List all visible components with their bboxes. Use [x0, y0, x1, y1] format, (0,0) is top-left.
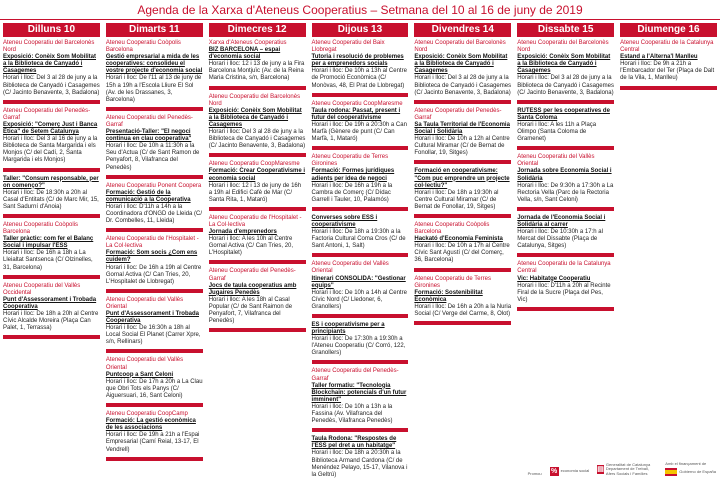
event-divider	[3, 335, 100, 339]
event-divider	[312, 428, 409, 432]
event-organizer: Ateneu Cooperatiu del Penedès-Garraf	[414, 107, 502, 121]
event-item[interactable]	[414, 222, 511, 265]
event-info: Horari i lloc: De 16h a 19h a la Cambra de Comerç (C/ Dídac Garrell i Tauler, 10, Palamós)	[311, 182, 393, 203]
event-info: Horari i lloc: 12 i 13 de juny de 16h a 19h al Edifici Cafè de Mar (C/ Santa Rita, 1, Mataró)	[208, 182, 302, 203]
event-item[interactable]	[106, 236, 203, 286]
event-title[interactable]: Vic: Habitatge Cooperatiu	[517, 275, 591, 282]
event-title[interactable]: Taula rodona: Passat, present i futur del cooperativisme	[311, 107, 401, 121]
event-title[interactable]: Taller formatiu: "Tecnologia Blockchain: potencials d'un futur imminent"	[311, 382, 407, 403]
event-info: Horari i lloc: De 17h a 20h a La Clau que Obri Tots els Panys (C/ Aiguersuari, 16, Sant Celoni)	[105, 378, 203, 399]
event-organizer: Ateneu Cooperatiu del Vallès Oriental	[105, 357, 184, 371]
event-info: Horari i lloc: D'11h a 20h al Recinte Firal de la Sucre (Plaça del Pes, Vic)	[517, 282, 611, 303]
event-title[interactable]: Formació: Crear Cooperativisme i economia social	[208, 168, 306, 182]
event-info: Horari i lloc: De l'11 al 13 de juny de 15h a 19h a l'Escola Lliure El Sol (Av. de les Drassanes, 3, Barcelona)	[105, 75, 202, 103]
page-title: Agenda de la Xarxa d'Ateneus Cooperatius – Setmana del 10 al 16 de juny de 2019	[0, 0, 720, 20]
day-column	[514, 22, 617, 478]
event-title[interactable]: Punt d'Assessorament i Trobada Cooperativa	[105, 311, 199, 325]
event-title[interactable]: Estand a l'Alterna'l Manlleu	[620, 54, 698, 61]
event-organizer: Ateneu Cooperatiu del Vallès Oriental	[105, 296, 184, 310]
event-title[interactable]: Sa Taula Territorial de l'Economia Social i Solidària	[414, 121, 510, 136]
event-item[interactable]	[312, 154, 409, 204]
event-title[interactable]: Puntcoop a Sant Celoni	[105, 371, 174, 378]
event-item[interactable]	[620, 40, 717, 83]
event-info: Horari i lloc: De 10h a 11:30h a la Seu d'Actua (C/ de Sant Ramon de Penyafort, 8, Vilafranca del Penedès)	[105, 143, 200, 171]
event-organizer: Ateneu Cooperatiu del Vallès Oriental	[517, 154, 595, 168]
event-organizer: Ateneu Cooperatiu del Vallès Oriental	[311, 261, 389, 275]
event-divider	[209, 260, 306, 264]
event-info: Horari i lloc: De 19h a 20:30h a Can Marfà (Gènere de punt (C/ Can Marfà, 1, Mataró)	[311, 121, 407, 143]
event-divider	[3, 275, 100, 279]
generalitat-icon: ▤	[597, 465, 604, 473]
event-item[interactable]	[312, 215, 409, 250]
event-info: Horari i lloc: De 18h a 20h al Centre Cívic Alcalde Moreira (Plaça Can Palet, 1, Terrassa)	[3, 311, 99, 332]
event-organizer: Ateneu Cooperatiu de l'Hospitalet - La Col·lectiva	[208, 214, 302, 228]
event-organizer: Ateneu Cooperatiu Coòpolis Barcelona	[105, 40, 181, 54]
event-item[interactable]	[106, 115, 203, 172]
event-title[interactable]: Tutoria i resolució de problemes per a emprenedors socials	[311, 54, 404, 68]
event-info: Horari i lloc: De 16h a 18h a La Lleialtat Santsenca (C/ Olzinelles, 31, Barcelona)	[3, 250, 93, 271]
event-item[interactable]	[209, 215, 306, 258]
event-item[interactable]	[106, 297, 203, 347]
event-organizer: Ateneu Cooperatiu de Terres Gironines	[414, 275, 491, 289]
event-title[interactable]: Jocs de taula cooperatius amb Jugaires Penedès	[208, 282, 297, 296]
event-divider	[106, 289, 203, 293]
event-info: Horari i lloc: Del 3 al 28 de juny a la Biblioteca de Canyadó i Casagemes (C/ Jacinto Benavente, 3, Badalona)	[208, 129, 306, 150]
event-organizer: Ateneu Cooperatiu CoopCamp	[105, 411, 188, 418]
event-divider	[106, 107, 203, 111]
event-info: Horari i lloc: De 10h a 17h al Centre Cívic Sant Agustí (C/ del Comerç, 36, Barcelona)	[414, 243, 510, 264]
day-header: Dissabte 15	[517, 23, 614, 37]
day-column	[617, 22, 720, 478]
footer-logos	[528, 456, 716, 476]
event-item[interactable]	[312, 322, 409, 357]
event-title[interactable]: Formació: Gestió de la comunicació a la Cooperativa	[105, 189, 191, 203]
event-info: Horari i lloc: De 10:30h a 17:h al Mercat del Dissabte (Plaça de Catalunya, Sitges)	[517, 229, 603, 250]
event-divider	[517, 100, 614, 104]
event-title[interactable]: Jornada d'emprenedors	[208, 229, 277, 236]
event-info: Horari i lloc: Del 3 al 28 de juny a la Biblioteca de Canyadó i Casagemes (C/ Jacinto Benavente, 3, Badalona)	[3, 75, 100, 96]
event-item[interactable]	[414, 108, 511, 158]
event-divider	[312, 360, 409, 364]
event-item[interactable]	[312, 261, 409, 311]
event-organizer: Ateneu Cooperatiu del Penedès-Garraf	[311, 368, 399, 382]
day-header: Dimecres 12	[209, 23, 306, 37]
event-divider	[209, 328, 306, 332]
economia-social-logo: % economia social	[550, 468, 590, 475]
ministry-logo: Amb el finançament de Gobierno de España	[665, 462, 716, 477]
event-info: Horari i lloc: De 18h a 19:30h al Centre Cultural Miramar (C/ de Bernat de Fonollar, 19, Sitges)	[414, 189, 499, 210]
event-organizer: Ateneu Cooperatiu CoopMaresme	[208, 161, 300, 168]
event-divider	[312, 253, 409, 257]
week-columns	[0, 22, 720, 478]
event-title[interactable]: Formació: Som socis ¿Com ens cuidem?	[105, 250, 198, 264]
event-organizer: Ateneu Cooperatiu del Penedès-Garraf	[208, 268, 296, 282]
event-title[interactable]: Jornada de l'Economia Social i Solidària al carrer	[517, 214, 606, 228]
event-organizer: Ateneu Cooperatiu del Penedès-Garraf	[105, 114, 193, 128]
percent-icon: %	[550, 468, 558, 475]
event-divider	[414, 214, 511, 218]
event-info: Horari i lloc: A les 10h al Centre Gornal Activa (C/ Can Tries, 20, L'Hospitalet)	[208, 236, 294, 257]
event-divider	[517, 207, 614, 211]
event-divider	[517, 253, 614, 257]
event-item[interactable]	[106, 183, 203, 226]
event-item[interactable]	[209, 268, 306, 325]
day-header: Diumenge 16	[620, 23, 717, 37]
event-divider	[106, 349, 203, 353]
event-info: Horari i lloc: 12 i 13 de juny a la Fira Barcelona Montjuïc (Av. de la Reina Maria Cristina, s/n, Barcelona)	[208, 61, 305, 82]
event-organizer: Ateneu Cooperatiu del Vallès Occidental	[3, 282, 81, 296]
event-item[interactable]	[312, 40, 409, 90]
event-info: Horari i lloc: De 10h a 12h al Centre Cultural Miramar (C/ de Bernat de Fonollar, 19, Sitges)	[414, 136, 510, 157]
event-title[interactable]: RUTESS per les cooperatives de Santa Coloma	[517, 107, 610, 121]
event-organizer: Ateneu Cooperatiu de l'Hospitalet - La Col·lectiva	[105, 236, 199, 250]
event-title[interactable]: Taller pràctic: com fer el Balanç Social i impulsar l'ESS	[3, 236, 94, 250]
event-item[interactable]	[414, 168, 511, 211]
event-organizer: Ateneu Cooperatiu de Terres Gironines	[311, 154, 389, 168]
event-item[interactable]	[209, 94, 306, 151]
event-title[interactable]: Exposició: Conèix Som Mobilitat a la Biblioteca de Canyadó i Casagemes	[517, 54, 611, 75]
event-item[interactable]	[517, 40, 614, 97]
event-organizer: Ateneu Cooperatiu del Barcelonès Nord	[3, 40, 95, 54]
day-header: Divendres 14	[414, 23, 511, 37]
event-info: Horari i lloc: De 18h a 19:30h a la Factoria Cultural Coma Cros (C/ de Sant Antoni, 1, Salt)	[311, 229, 406, 250]
event-item[interactable]	[106, 40, 203, 104]
event-info: Horari i lloc: De 16h a 20h a la Nuria Social (C/ Verge del Carme, 8, Olot)	[414, 303, 512, 317]
event-title[interactable]: Exposició: Conèix Som Mobilitat a la Biblioteca de Canyadó i Casagemes	[3, 54, 97, 75]
event-title[interactable]: Exposició: Conèix Som Mobilitat a la Biblioteca de Canyadó i Casagemes	[208, 107, 302, 128]
event-organizer: Ateneu Cooperatiu Coòpolis Barcelona	[3, 221, 79, 236]
event-divider	[414, 100, 511, 104]
event-info: Horari i lloc: De 18h a 20:30h a la Biblioteca Armand Cardona (C/ de Menéndez Pelayo, 15-17, Vilanova i la Geltrú)	[311, 450, 408, 478]
event-divider	[106, 457, 203, 461]
event-divider	[106, 403, 203, 407]
event-title[interactable]: Presentació-Taller: "El negoci continua en clau cooperativa"	[105, 129, 192, 143]
spain-flag-icon	[665, 468, 677, 476]
day-header: Dilluns 10	[3, 23, 100, 37]
event-item[interactable]	[106, 357, 203, 400]
event-divider	[209, 86, 306, 90]
event-title[interactable]: Itinerari CONSOLIDA: "Gestionar equips"	[311, 275, 406, 289]
event-title[interactable]: Exposició: Conèix Som Mobilitat a la Biblioteca de Canyadó i Casagemes	[414, 54, 508, 75]
event-info: Horari i lloc: De 9:30h a 17:30h a La Rectoria Vella (Parc de la Rectoria Vella, s/n, Sant Celoni)	[517, 182, 614, 203]
event-item[interactable]	[312, 436, 409, 478]
event-item[interactable]	[209, 161, 306, 204]
event-item[interactable]	[3, 108, 100, 165]
event-organizer: Ateneu Cooperatiu del Barcelonès Nord	[208, 93, 301, 107]
event-organizer: Ateneu Cooperatiu de la Catalunya Central	[620, 40, 714, 54]
event-item[interactable]	[414, 276, 511, 319]
day-column	[206, 22, 309, 478]
event-divider	[209, 153, 306, 157]
event-info: Horari i lloc: Del 3 al 28 de juny a la Biblioteca de Canyadó i Casagemes (C/ Jacinto Benavente, 3, Badalona)	[414, 75, 512, 96]
event-item[interactable]	[209, 40, 306, 83]
event-title[interactable]: Jornada sobre Economia Social i Solidària	[517, 168, 612, 182]
event-title[interactable]: Gestió empresarial a mida de les cooperatives: consolideu el vostre projecte d'economia social	[105, 54, 203, 75]
event-title[interactable]: Converses sobre ESS i cooperativisme	[311, 214, 378, 228]
day-column	[309, 22, 412, 478]
event-info: Horari i lloc: De 10h a 13h a la Fassina (Av. Vilafranca del Penedès, Vilafranca Penedès)	[311, 403, 393, 425]
event-info: Horari i lloc: A les 11h a Plaça Olimpo (Santa Coloma de Gramenet)	[517, 121, 597, 143]
event-info: Horari i lloc: De 19h a 21h a l'Espai Empresarial (Camí Reial, 13-17, El Vendrell)	[105, 432, 200, 453]
event-item[interactable]	[517, 215, 614, 250]
event-divider	[312, 93, 409, 97]
event-divider	[312, 314, 409, 318]
event-divider	[517, 146, 614, 150]
event-title[interactable]: Formació en cooperativisme: "Com puc emprendre un projecte col·lectiu?"	[414, 168, 510, 189]
event-title[interactable]: Exposició: "Comerç Just i Banca Ètica" de Setem Catalunya	[3, 121, 98, 136]
event-divider	[414, 268, 511, 272]
event-item[interactable]	[3, 283, 100, 333]
event-title[interactable]: BIZ BARCELONA – espai d'economia social	[208, 47, 281, 61]
event-title[interactable]: Formació: Formes jurídiques adients per idea de negoci	[311, 168, 395, 182]
event-organizer: Xarxa d'Ateneus Cooperatius	[208, 40, 287, 46]
event-info: Horari i lloc: De 16:30h a 18h al Local Social El Planet (Carrer Xpre, s/n, Rellinars)	[105, 325, 201, 346]
event-organizer: Ateneu Cooperatiu del Barcelonès Nord	[414, 40, 506, 54]
event-divider	[209, 207, 306, 211]
event-title[interactable]: Hackató d'Economia Feminista	[414, 236, 503, 243]
day-column	[411, 22, 514, 478]
event-item[interactable]	[414, 40, 511, 97]
event-organizer: Ateneu Cooperatiu Coòpolis Barcelona	[414, 221, 490, 236]
event-divider	[3, 214, 100, 218]
event-info: Horari i lloc: De 9h a 21h a l'Embarcador del Ter (Plaça de Dalt de la Vila, 1, Manlleu)	[620, 61, 715, 82]
event-divider	[106, 228, 203, 232]
event-item[interactable]	[517, 261, 614, 304]
event-divider	[620, 86, 717, 90]
event-divider	[312, 146, 409, 150]
event-title[interactable]: ES i cooperativisme per a principiants	[311, 322, 385, 336]
event-divider	[414, 321, 511, 325]
event-title[interactable]: Taller: "Consum responsable, per on començo?"	[3, 175, 99, 189]
event-divider	[106, 175, 203, 179]
event-item[interactable]	[106, 411, 203, 454]
event-info: Horari i lloc: Del 3 al 28 de juny a la Biblioteca de Canyadó i Casagemes (C/ Jacinto Benavente, 3, Badalona)	[517, 75, 614, 96]
event-info: Horari i lloc: A les 18h al Casal Popular (C/ de Sant Raimon de Penyafort, 7, Vilafranca del Penedès)	[208, 296, 293, 325]
event-item[interactable]	[517, 108, 614, 143]
event-item[interactable]	[3, 40, 100, 97]
event-info: Horari i lloc: De 17:30h a 19:30h a l'Ateneu Cooperatiu (C/ Corró, 122, Granollers)	[311, 336, 406, 357]
event-item[interactable]	[312, 101, 409, 144]
event-divider	[517, 307, 614, 311]
event-organizer: Ateneu Cooperatiu del Penedès-Garraf	[3, 107, 91, 121]
day-header: Dimarts 11	[106, 23, 203, 37]
event-organizer: Ateneu Cooperatiu del Baix Llobregat	[311, 40, 385, 54]
promou-label: Promou	[527, 471, 542, 476]
event-organizer: Ateneu Cooperatiu CoopMaresme	[311, 100, 403, 107]
event-item[interactable]	[3, 222, 100, 272]
event-title[interactable]: Formació: La gestió econòmica de les associacions	[105, 418, 196, 432]
event-title[interactable]: Punt d'Assessorament i Trobada Cooperativa	[3, 296, 97, 310]
event-info: Horari i lloc: De 10h a 14h al Centre Cívic Nord (C/ Lledoner, 6, Granollers)	[311, 289, 407, 310]
event-divider	[3, 168, 100, 172]
event-divider	[312, 207, 409, 211]
event-info: Horari i lloc: De 10h a 13h al Centre de Promoció Econòmica (C/ Monòvas, 48, El Prat de Llobregat)	[311, 68, 407, 89]
event-organizer: Ateneu Cooperatiu de la Catalunya Central	[517, 261, 611, 275]
event-info: Horari i lloc: De 16h a 19h al Centre Gornal Activa (C/ Can Tries, 20, L'Hospitalet de Llobregat)	[105, 264, 202, 285]
event-divider	[414, 160, 511, 164]
event-info: Horari i lloc: De 18:30h a 20h al Casal d'Entitats (C/ de Marc Mir, 15, Sant Sadurní d'Anoia)	[3, 189, 99, 210]
event-info: Horari i lloc: Del 3 al 16 de juny a la Biblioteca de Santa Margarida i els Monjos (C/ del Cadí, 2, Santa Margarida i els Monjos)	[3, 136, 98, 164]
event-title[interactable]: Taula Rodona: "Respostes de l'ESS pel dret a un habitatge"	[311, 436, 397, 450]
event-organizer: Ateneu Cooperatiu Ponent Coopera	[105, 182, 202, 189]
day-column	[0, 22, 103, 478]
event-title[interactable]: Formació: Sostenibilitat Econòmica	[414, 289, 483, 303]
event-item[interactable]	[3, 176, 100, 211]
event-item[interactable]	[517, 154, 614, 204]
generalitat-logo: ▤ Generalitat de Catalunya Departament de Treball, Afers Socials i Famílies	[597, 461, 651, 476]
event-organizer: Ateneu Cooperatiu del Barcelonès Nord	[517, 40, 609, 54]
event-item[interactable]	[312, 368, 409, 425]
event-info: Horari i lloc: D'11h a 14h a la Coordinadora d'ONGD de Lleida (C/ Dr. Combelles, 11, Lleida)	[105, 203, 203, 225]
day-header: Dijous 13	[312, 23, 409, 37]
day-column	[103, 22, 206, 478]
event-divider	[3, 100, 100, 104]
